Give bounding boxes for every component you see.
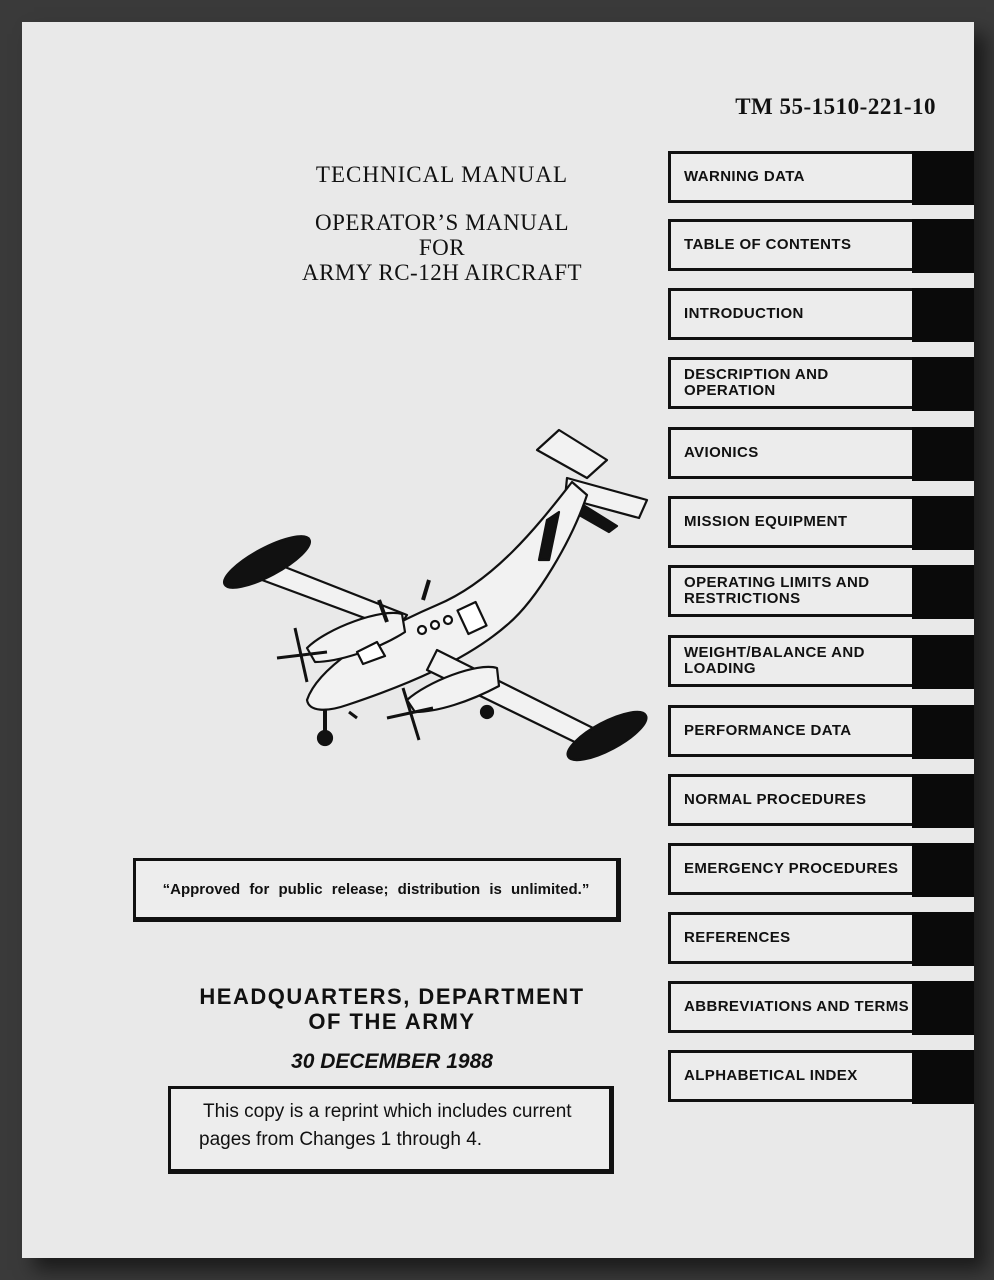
tab-label: DESCRIPTION AND OPERATION: [684, 366, 829, 399]
headquarters-line: HEADQUARTERS, DEPARTMENT: [199, 984, 585, 1009]
tab-label: EMERGENCY PROCEDURES: [684, 860, 899, 877]
tab-weight-balance[interactable]: [668, 635, 974, 689]
tab-label: WARNING DATA: [684, 168, 805, 185]
subtitle-line: OPERATOR’S MANUAL: [314, 210, 570, 235]
tab-marker: [912, 635, 974, 689]
tab-label: ABBREVIATIONS AND TERMS: [684, 998, 910, 1015]
tab-references[interactable]: [668, 912, 974, 966]
tab-label: OPERATING LIMITS AND RESTRICTIONS: [684, 574, 870, 607]
tab-alphabetical-index[interactable]: [668, 1050, 974, 1104]
tab-table-of-contents[interactable]: [668, 219, 974, 273]
release-notice: “Approved for public release; distribution is unlimited.”: [133, 858, 621, 922]
subtitle-line: ARMY RC-12H AIRCRAFT: [301, 260, 583, 285]
tab-label: WEIGHT/BALANCE AND LOADING: [684, 644, 865, 677]
tab-label: ALPHABETICAL INDEX: [684, 1067, 858, 1084]
headquarters-line: OF THE ARMY: [308, 1009, 476, 1034]
tab-label: TABLE OF CONTENTS: [684, 236, 852, 253]
tab-operating-limits[interactable]: [668, 565, 974, 619]
tab-marker: [912, 774, 974, 828]
tab-label: INTRODUCTION: [684, 305, 804, 322]
tab-marker: [912, 1050, 974, 1104]
manual-type-title: TECHNICAL MANUAL: [315, 162, 569, 187]
publication-date: 30 DECEMBER 1988: [291, 1050, 493, 1073]
tab-label: PERFORMANCE DATA: [684, 722, 852, 739]
tab-warning-data[interactable]: [668, 151, 974, 205]
subtitle-line: FOR: [418, 235, 466, 260]
tab-introduction[interactable]: [668, 288, 974, 342]
tab-label: NORMAL PROCEDURES: [684, 791, 867, 808]
tab-marker: [912, 705, 974, 759]
tab-marker: [912, 288, 974, 342]
tab-marker: [912, 565, 974, 619]
tab-marker: [912, 496, 974, 550]
tab-marker: [912, 151, 974, 205]
tab-marker: [912, 427, 974, 481]
tab-performance-data[interactable]: [668, 705, 974, 759]
tab-avionics[interactable]: [668, 427, 974, 481]
tab-marker: [912, 219, 974, 273]
tab-description-and-operation[interactable]: [668, 357, 974, 411]
tab-label: REFERENCES: [684, 929, 791, 946]
reprint-notice: [168, 1086, 614, 1174]
tab-emergency-procedures[interactable]: [668, 843, 974, 897]
tab-abbreviations-and-terms[interactable]: [668, 981, 974, 1035]
manual-subtitle: [252, 210, 632, 285]
tab-normal-procedures[interactable]: [668, 774, 974, 828]
manual-cover-page: [22, 22, 974, 1258]
reprint-line: pages from Changes 1 through 4.: [199, 1129, 483, 1150]
tab-marker: [912, 981, 974, 1035]
tab-marker: [912, 843, 974, 897]
tab-label: MISSION EQUIPMENT: [684, 513, 848, 530]
tab-marker: [912, 912, 974, 966]
tab-label: AVIONICS: [684, 444, 759, 461]
headquarters: [182, 984, 602, 1034]
reprint-line: This copy is a reprint which includes current: [203, 1101, 572, 1122]
tab-mission-equipment[interactable]: [668, 496, 974, 550]
document-number: TM 55-1510-221-10: [735, 94, 936, 119]
tab-marker: [912, 357, 974, 411]
aircraft-illustration: [207, 400, 657, 770]
